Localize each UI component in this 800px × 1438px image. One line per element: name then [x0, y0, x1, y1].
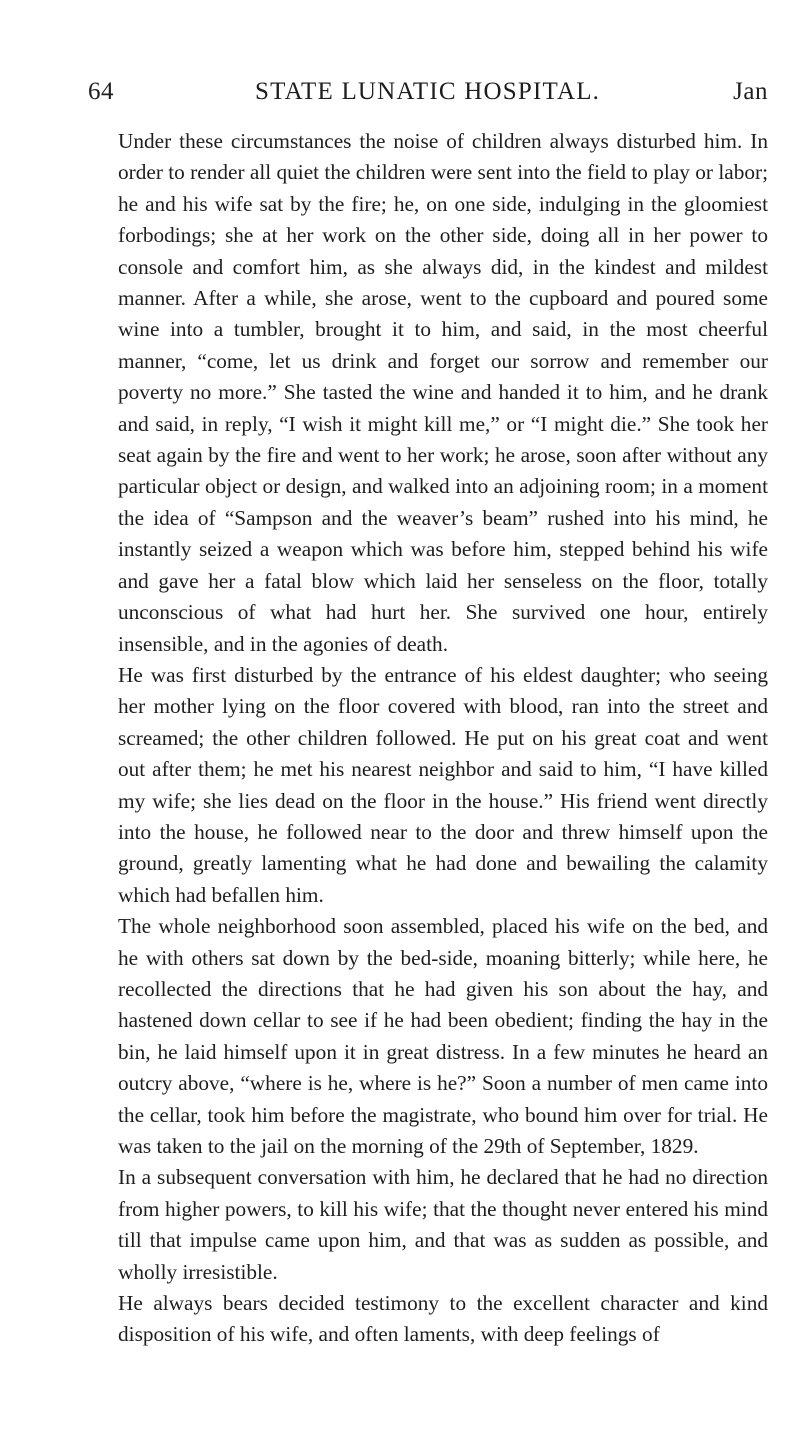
running-title: STATE LUNATIC HOSPITAL. — [255, 78, 601, 105]
paragraph: He always bears decided testimony to the excellent character and kind disposition of his wife, and often laments, with deep feelings of — [118, 1291, 768, 1347]
page-header — [88, 78, 768, 114]
paragraph: In a subsequent conversation with him, he declared that he had no direction from higher powers, to kill his wife; that the thought never entered his mind till that impulse came upon him, and that was as sudden as possible, and wholly irresistible. — [118, 1165, 768, 1284]
paragraph: He was first disturbed by the entrance of his eldest daughter; who seeing her mother lying on the floor covered with blood, ran into the street and screamed; the other children followed. He put on his great coat and went out after them; he met his nearest neighbor and said to him, “I have killed my wife; she lies dead on the floor in the house.” His friend went directly into the house, he followed near to the door and threw himself upon the ground, greatly lamenting what he had done and bewailing the calamity which had befallen him. — [118, 662, 768, 907]
page-number: 64 — [88, 78, 114, 105]
paragraph: The whole neighborhood soon assembled, placed his wife on the bed, and he with others sat down by the bed-side, moaning bitterly; while here, he recollected the directions that he had given his son about the hay, and hastened down cellar to see if he had been obedient; finding the hay in the bin, he laid himself upon it in great distress. In a few minutes he heard an outcry above, “where is he, where is he?” Soon a number of men came into the cellar, took him before the magistrate, who bound him over for trial. He was taken to the jail on the morning of the 29th of September, 1829. — [118, 914, 768, 1158]
running-date: Jan — [733, 78, 768, 105]
body-text — [118, 126, 768, 1351]
paragraph: Under these circumstances the noise of children always disturbed him. In order to render all quiet the children were sent into the field to play or labor; he and his wife sat by the fire; he, on one side, indulging in the gloomiest forbodings; she at her work on the other side, doing all in her power to console and comfort him, as she always did, in the kindest and mildest manner. After a while, she arose, went to the cupboard and poured some wine into a tumbler, brought it to him, and said, in the most cheerful manner, “come, let us drink and forget our sorrow and remember our poverty no more.” She tasted the wine and handed it to him, and he drank and said, in reply, “I wish it might kill me,” or “I might die.” She took her seat again by the fire and went to her work; he arose, soon after without any particular object or design, and walked into an adjoining room; in a moment the idea of “Sampson and the weaver’s beam” rushed into his mind, he instantly seized a weapon which was before him, stepped behind his wife and gave her a fatal blow which laid her senseless on the floor, totally unconscious of what had hurt her. She survived one hour, entirely insensible, and in the agonies of death. — [118, 129, 768, 656]
